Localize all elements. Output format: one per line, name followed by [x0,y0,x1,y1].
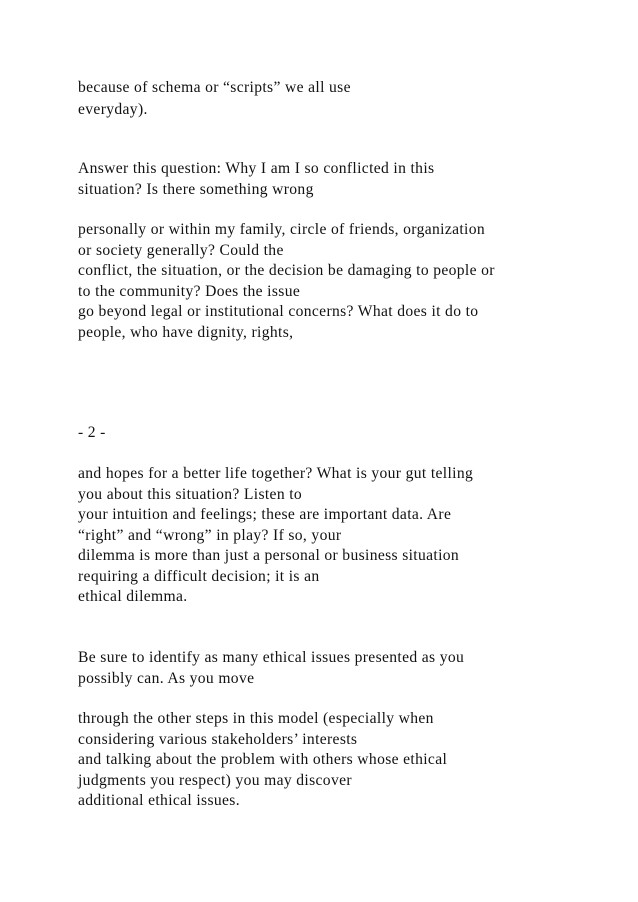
text-line: to the community? Does the issue [78,283,301,300]
text-line: or society generally? Could the [78,242,284,259]
text-line: Answer this question: Why I am I so conflicted in this [78,160,435,177]
text-line: go beyond legal or institutional concerns? What does it do to [78,303,479,320]
text-line: everyday). [78,101,148,118]
text-line: “right” and “wrong” in play? If so, your [78,527,342,544]
text-line: Be sure to identify as many ethical issues presented as you [78,649,465,666]
page-number: - 2 - [78,424,106,441]
text-line: people, who have dignity, rights, [78,324,294,341]
text-line: and talking about the problem with others whose ethical [78,751,448,768]
text-line: through the other steps in this model (especially when [78,710,434,727]
text-line: because of schema or “scripts” we all use [78,79,351,96]
text-line: you about this situation? Listen to [78,486,303,503]
text-line: ethical dilemma. [78,588,188,605]
text-line: your intuition and feelings; these are important data. Are [78,506,452,523]
text-line: possibly can. As you move [78,670,255,687]
text-line: dilemma is more than just a personal or business situation [78,547,460,564]
text-line: considering various stakeholders’ interests [78,731,358,748]
text-line: conflict, the situation, or the decision be damaging to people or [78,262,495,279]
text-line: situation? Is there something wrong [78,181,314,198]
text-line: additional ethical issues. [78,792,240,809]
text-line: judgments you respect) you may discover [78,772,352,789]
text-line: personally or within my family, circle of friends, organization [78,221,486,238]
text-line: and hopes for a better life together? What is your gut telling [78,465,474,482]
text-line: requiring a difficult decision; it is an [78,568,320,585]
